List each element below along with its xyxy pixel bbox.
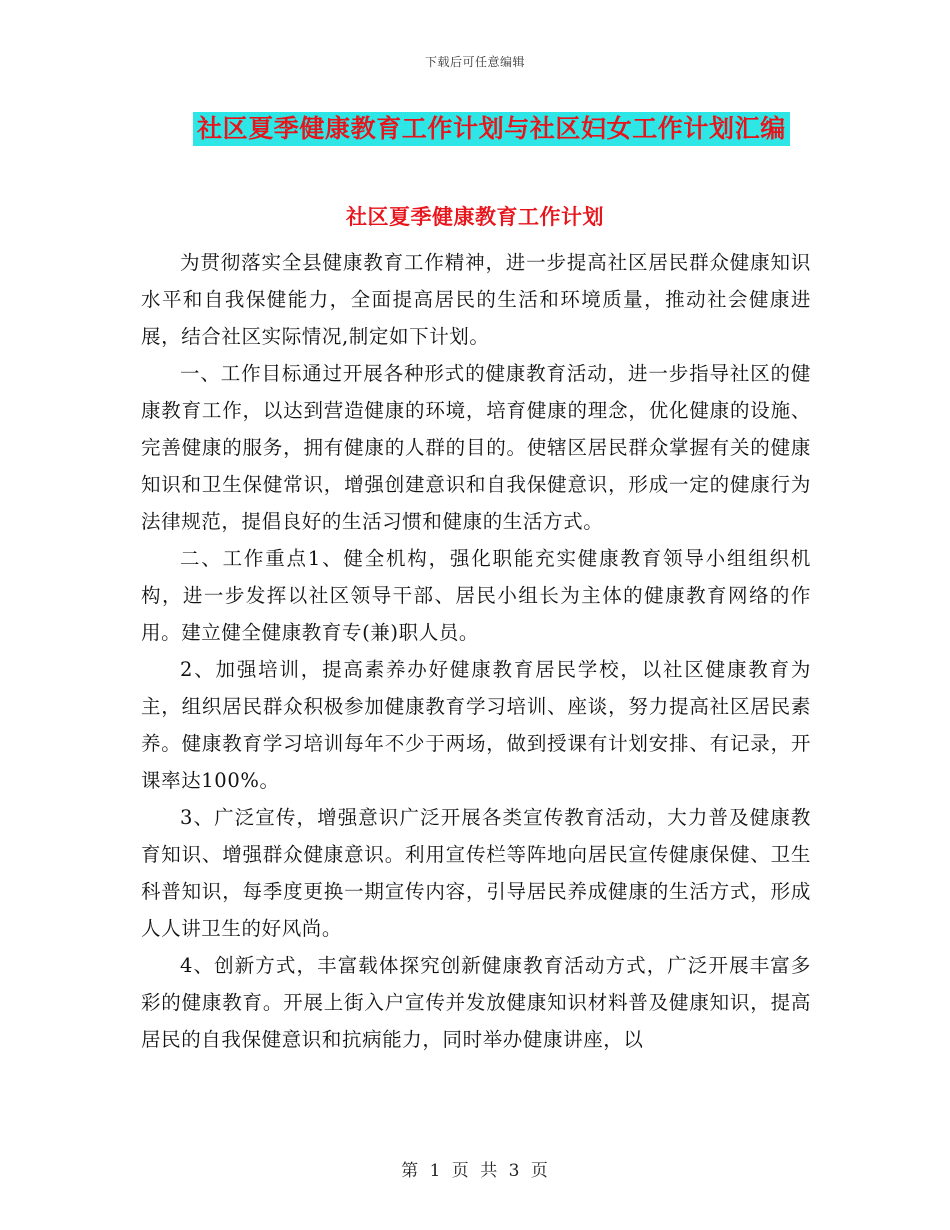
paragraph-goals: 一、工作目标通过开展各种形式的健康教育活动，进一步指导社区的健康教育工作，以达到营造健康的环境，培育健康的理念，优化健康的设施、完善健康的服务，拥有健康的人群的目的。使辖区居民群众掌握有关的健康知识和卫生保健常识，增强创建意识和自我保健意识，形成一定的健康行为法律规范，提倡良好的生活习惯和健康的生活方式。	[141, 362, 811, 533]
section-title: 社区夏季健康教育工作计划	[346, 205, 604, 229]
paragraph-focus-3: 3、广泛宣传，增强意识广泛开展各类宣传教育活动，大力普及健康教育知识、增强群众健康意识。利用宣传栏等阵地向居民宣传健康保健、卫生科普知识，每季度更换一期宣传内容，引导居民养成健康的生活方式，形成人人讲卫生的好风尚。	[141, 806, 811, 940]
paragraph-focus-4: 4、创新方式，丰富载体探究创新健康教育活动方式，广泛开展丰富多彩的健康教育。开展上街入户宣传并发放健康知识材料普及健康知识，提高居民的自我保健意识和抗病能力，同时举办健康讲座，以	[141, 954, 811, 1051]
document-body	[141, 244, 811, 1058]
main-title-highlight	[193, 112, 790, 146]
header-note: 下载后可任意编辑	[424, 55, 525, 69]
main-title: 社区夏季健康教育工作计划与社区妇女工作计划汇编	[197, 114, 786, 143]
paragraph-focus-2: 2、加强培训，提高素养办好健康教育居民学校，以社区健康教育为主，组织居民群众积极参加健康教育学习培训、座谈，努力提高社区居民素养。健康教育学习培训每年不少于两场，做到授课有计划安排、有记录，开课率达100%。	[141, 658, 811, 792]
page-number: 第 1 页 共 3 页	[401, 1161, 549, 1181]
paragraph-focus-1: 二、工作重点1、健全机构，强化职能充实健康教育领导小组组织机构，进一步发挥以社区领导干部、居民小组长为主体的健康教育网络的作用。建立健全健康教育专(兼)职人员。	[141, 547, 811, 644]
paragraph-intro: 为贯彻落实全县健康教育工作精神，进一步提高社区居民群众健康知识水平和自我保健能力，全面提高居民的生活和环境质量，推动社会健康进展，结合社区实际情况,制定如下计划。	[141, 251, 811, 348]
